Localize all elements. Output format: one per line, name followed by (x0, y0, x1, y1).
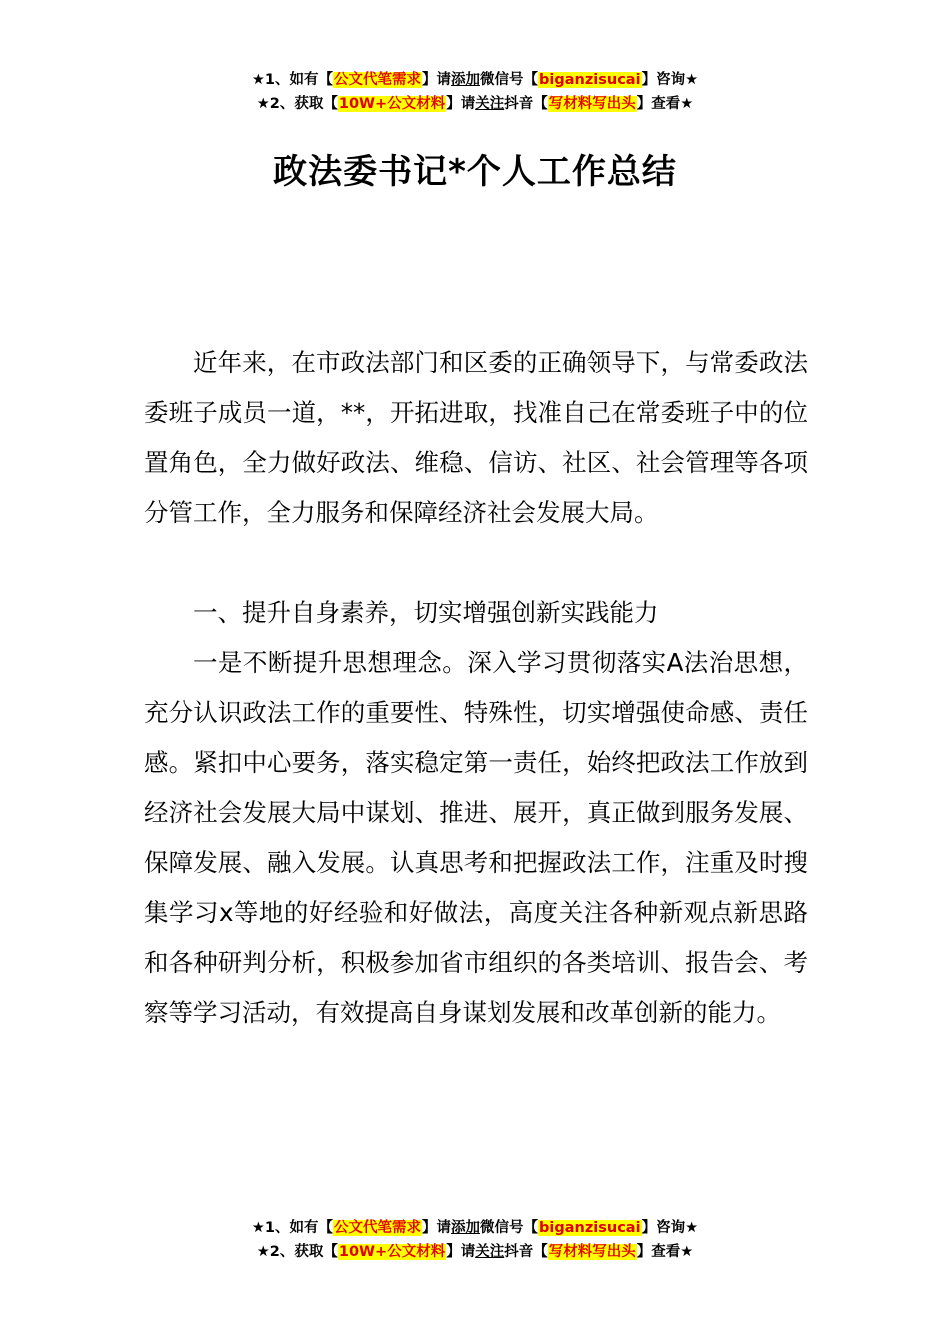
banner-text: 】请 (446, 96, 476, 112)
material-highlight: 10W+公文材料 (338, 96, 446, 112)
service-highlight: 公文代笔需求 (334, 72, 422, 88)
banner-text: 】请 (422, 72, 452, 88)
banner-text: 】查看★ (636, 96, 694, 112)
add-text: 添加 (451, 1220, 481, 1236)
banner-text: ★2、获取【 (256, 1244, 338, 1260)
banner-text: 微信号【 (480, 72, 539, 88)
follow-text: 关注 (475, 96, 505, 112)
banner-text: 】请 (422, 1220, 452, 1236)
banner-text: 】请 (446, 1244, 476, 1260)
douyin-id-highlight: 写材料写出头 (548, 96, 636, 112)
banner-text: ★2、获取【 (256, 96, 338, 112)
document-title: 政法委书记*个人工作总结 (273, 152, 677, 192)
banner-line-1 (0, 68, 950, 92)
intro-paragraph: 近年来，在市政法部门和区委的正确领导下，与常委政法委班子成员一道，**，开拓进取，找准自己在常委班子中的位置角色，全力做好政法、维稳、信访、社区、社会管理等各项分管工作，全力服务和保障经济社会发展大局。 (144, 348, 808, 527)
material-highlight: 10W+公文材料 (338, 1244, 446, 1260)
add-text: 添加 (451, 72, 481, 88)
douyin-id-highlight: 写材料写出头 (548, 1244, 636, 1260)
banner-text: 】咨询★ (641, 1220, 699, 1236)
banner-text: ★1、如有【 (251, 72, 334, 88)
banner-line-1 (0, 1216, 950, 1240)
banner-line-2 (0, 1240, 950, 1264)
header-banner (0, 68, 950, 116)
banner-text: 抖音【 (504, 96, 548, 112)
banner-text: 微信号【 (480, 1220, 539, 1236)
banner-text: 】咨询★ (641, 72, 699, 88)
banner-line-2 (0, 92, 950, 116)
section-heading: 一、提升自身素养，切实增强创新实践能力 (193, 598, 659, 627)
footer-banner (0, 1216, 950, 1264)
banner-text: 抖音【 (504, 1244, 548, 1260)
banner-text: 】查看★ (636, 1244, 694, 1260)
body-paragraph: 一是不断提升思想理念。深入学习贯彻落实A法治思想，充分认识政法工作的重要性、特殊性，切实增强使命感、责任感。紧扣中心要务，落实稳定第一责任，始终把政法工作放到经济社会发展大局中谋划、推进、展开，真正做到服务发展、保障发展、融入发展。认真思考和把握政法工作，注重及时搜集学习x等地的好经验和好做法，高度关注各种新观点新思路和各种研判分析，积极参加省市组织的各类培训、报告会、考察等学习活动，有效提高自身谋划发展和改革创新的能力。 (144, 648, 808, 1027)
document-body (144, 338, 808, 1038)
wechat-id-highlight: biganzisucai (539, 1220, 641, 1236)
banner-text: ★1、如有【 (251, 1220, 334, 1236)
follow-text: 关注 (475, 1244, 505, 1260)
service-highlight: 公文代笔需求 (334, 1220, 422, 1236)
wechat-id-highlight: biganzisucai (539, 72, 641, 88)
